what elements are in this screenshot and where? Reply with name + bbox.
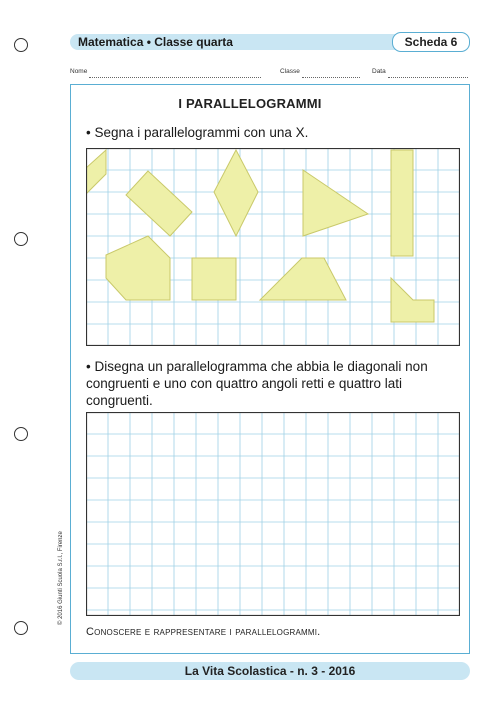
date-field[interactable] — [372, 66, 468, 78]
sheet-number: Scheda 6 — [392, 32, 470, 52]
name-field[interactable] — [70, 66, 261, 78]
shape-hexagon[interactable] — [106, 236, 170, 300]
exercise-2-instruction — [86, 358, 428, 409]
shape-triangle[interactable] — [303, 170, 368, 236]
shape-square[interactable] — [192, 258, 236, 300]
name-label: Nome — [70, 68, 88, 75]
header-subject: Matematica • Classe quarta — [78, 35, 233, 49]
drawing-grid[interactable] — [86, 412, 460, 616]
exercise-2-line-1: • Disegna un parallelogramma che abbia le diagonali non — [86, 359, 428, 374]
shape-rectangle-tilted[interactable] — [126, 171, 192, 236]
binder-hole-2 — [14, 232, 28, 246]
shape-l-shape[interactable] — [391, 278, 434, 322]
binder-hole-4 — [14, 621, 28, 635]
exercise-2-line-3: congruenti. — [86, 393, 153, 408]
page-header — [70, 32, 470, 52]
shapes-grid — [86, 148, 460, 346]
exercise-1-instruction: • Segna i parallelogrammi con una X. — [86, 125, 309, 140]
binder-hole-1 — [14, 38, 28, 52]
shape-trapezoid[interactable] — [260, 258, 346, 300]
exercise-2-line-2: congruenti e uno con quattro angoli retti e quattro lati — [86, 376, 402, 391]
magazine-footer: La Vita Scolastica - n. 3 - 2016 — [70, 662, 470, 680]
date-label: Data — [372, 68, 386, 75]
class-field[interactable] — [280, 66, 360, 78]
grid-border — [87, 413, 460, 616]
page-title: I PARALLELOGRAMMI — [178, 96, 322, 111]
binder-hole-3 — [14, 427, 28, 441]
copyright-notice: © 2016 Giunti Scuola S.r.l., Firenze — [58, 531, 64, 625]
shape-rhombus[interactable] — [214, 150, 258, 236]
learning-objective: Conoscere e rappresentare i parallelogrammi. — [86, 626, 321, 638]
shape-vertical-rectangle[interactable] — [391, 150, 413, 256]
grid-lines — [86, 412, 460, 616]
class-label: Classe — [280, 68, 300, 75]
shape-partial-parallelogram[interactable] — [86, 150, 106, 194]
